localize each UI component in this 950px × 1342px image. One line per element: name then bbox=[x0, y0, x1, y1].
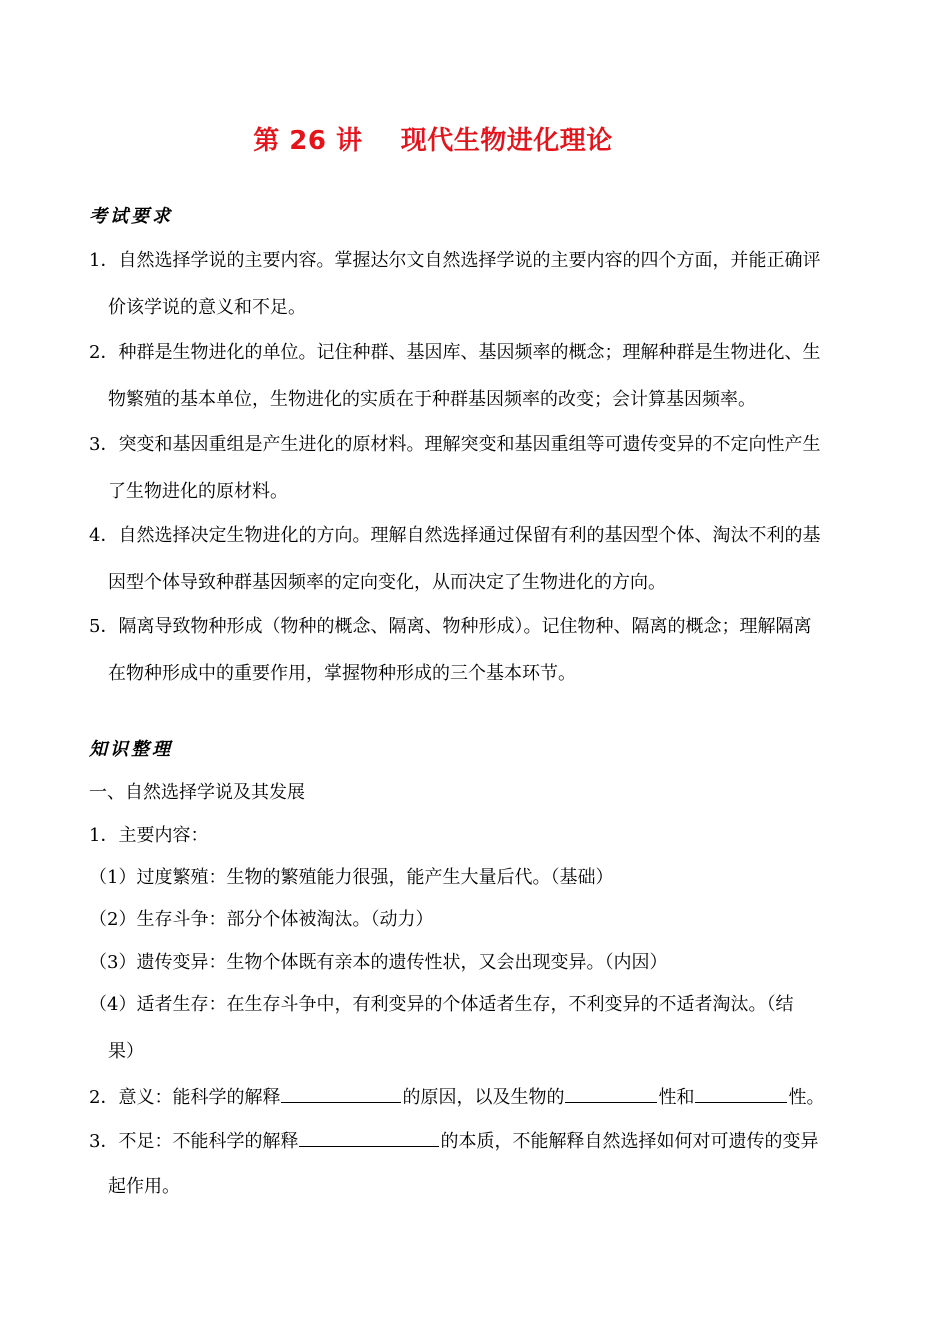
requirement-3-line2: 了生物进化的原材料。 bbox=[108, 481, 288, 502]
requirement-3-line1: 3．突变和基因重组是产生进化的原材料。理解突变和基因重组等可遗传变异的不定向性产生 bbox=[89, 434, 821, 455]
main-content-label: 1．主要内容： bbox=[89, 825, 209, 846]
meaning-text-b: 的原因，以及生物的 bbox=[402, 1087, 565, 1108]
fill-blank-2[interactable] bbox=[565, 1084, 657, 1103]
requirement-2-line1: 2．种群是生物进化的单位。记住种群、基因库、基因频率的概念；理解种群是生物进化、生 bbox=[89, 342, 821, 363]
meaning-text-d: 性。 bbox=[788, 1087, 825, 1108]
shortcoming-text-a: 3．不足：不能科学的解释 bbox=[89, 1131, 299, 1152]
requirement-4-line2: 因型个体导致种群基因频率的定向变化，从而决定了生物进化的方向。 bbox=[108, 572, 666, 593]
point-1: （1）过度繁殖：生物的繁殖能力很强，能产生大量后代。（基础） bbox=[89, 867, 614, 888]
page-title: 第 26 讲 现代生物进化理论 bbox=[253, 126, 613, 156]
requirement-4-line1: 4．自然选择决定生物进化的方向。理解自然选择通过保留有利的基因型个体、淘汰不利的基 bbox=[89, 525, 821, 546]
fill-blank-1[interactable] bbox=[281, 1084, 401, 1103]
knowledge-heading: 知识整理 bbox=[89, 739, 173, 760]
meaning-line bbox=[89, 1084, 824, 1110]
point-4-line1: （4）适者生存：在生存斗争中，有利变异的个体适者生存，不利变异的不适者淘汰。（结 bbox=[89, 994, 794, 1015]
shortcoming-line bbox=[89, 1128, 818, 1154]
shortcoming-line2: 起作用。 bbox=[108, 1176, 180, 1197]
point-2: （2）生存斗争：部分个体被淘汰。（动力） bbox=[89, 909, 434, 930]
requirement-2-line2: 物繁殖的基本单位，生物进化的实质在于种群基因频率的改变；会计算基因频率。 bbox=[108, 389, 756, 410]
requirement-5-line2: 在物种形成中的重要作用，掌握物种形成的三个基本环节。 bbox=[108, 663, 576, 684]
meaning-text-c: 性和 bbox=[658, 1087, 695, 1108]
section-1-title: 一、自然选择学说及其发展 bbox=[89, 782, 305, 803]
requirement-1-line2: 价该学说的意义和不足。 bbox=[108, 297, 306, 318]
requirement-1-line1: 1．自然选择学说的主要内容。掌握达尔文自然选择学说的主要内容的四个方面，并能正确评 bbox=[89, 250, 821, 271]
fill-blank-3[interactable] bbox=[695, 1084, 787, 1103]
requirement-5-line1: 5．隔离导致物种形成（物种的概念、隔离、物种形成）。记住物种、隔离的概念；理解隔离 bbox=[89, 616, 812, 637]
fill-blank-4[interactable] bbox=[299, 1128, 439, 1147]
meaning-text-a: 2．意义：能科学的解释 bbox=[89, 1087, 281, 1108]
shortcoming-text-b: 的本质，不能解释自然选择如何对可遗传的变异 bbox=[440, 1131, 819, 1152]
point-3: （3）遗传变异：生物个体既有亲本的遗传性状，又会出现变异。（内因） bbox=[89, 952, 668, 973]
point-4-line2: 果） bbox=[108, 1041, 144, 1062]
exam-requirements-heading: 考试要求 bbox=[89, 206, 173, 227]
